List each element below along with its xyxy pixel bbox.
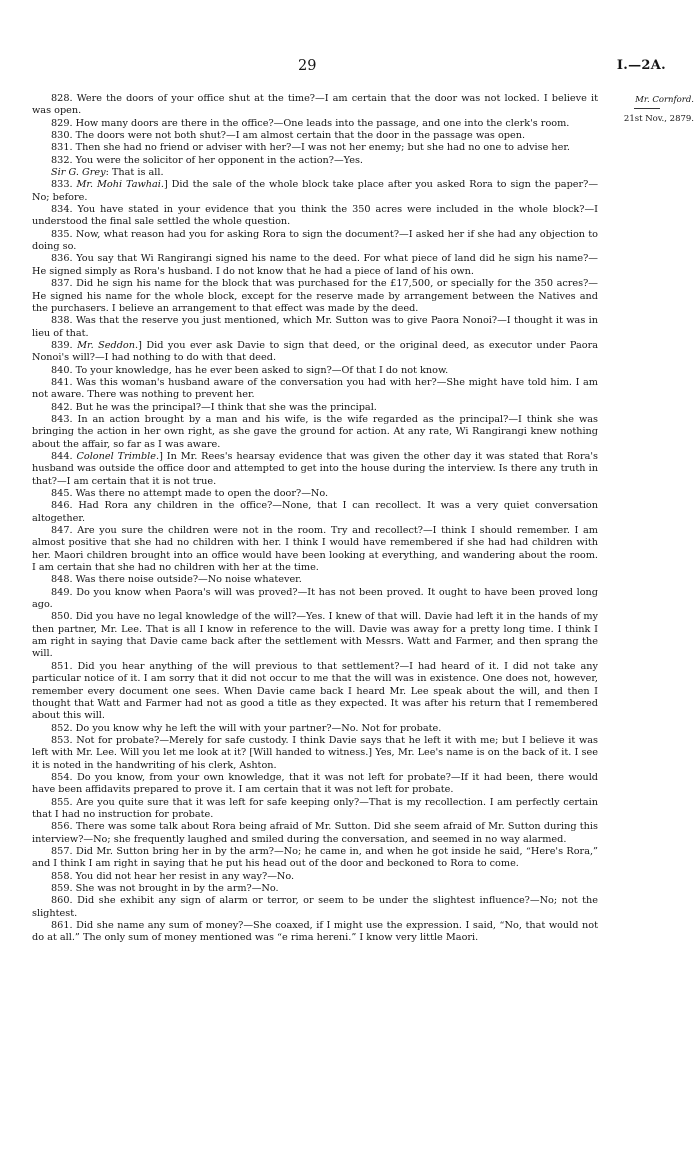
paragraph-text: ] Did you ever ask Davie to sign that deed, or the original deed, as executor under Paora Nonoi's will?—I had nothing to do with that deed. (32, 339, 598, 364)
paragraph-text: 828. Were the doors of your office shut at the time?—I am certain that the door was not locked. I believe it was open. (32, 93, 598, 117)
question-paragraph (32, 402, 598, 414)
paragraph-text: 852. Do you know why he left the will with your partner?—No. Not for probate. (51, 722, 442, 734)
question-paragraph (32, 179, 598, 204)
paragraph-text: 847. Are you sure the children were not in the room. Try and recollect?—I think I should remember. I am almost positive that she had no children with her. I think I would have remembered if she had had children with her. Maori children brought into an office would have been looking at everything, and wandering about the room. I am certain that she had no children with her at the time. (32, 525, 598, 574)
question-number: 839. (51, 339, 78, 351)
question-paragraph (32, 883, 598, 895)
page-number: 29 (298, 58, 317, 74)
question-paragraph (32, 204, 598, 229)
question-paragraph (32, 253, 598, 278)
question-paragraph (32, 661, 598, 723)
paragraph-text: 857. Did Mr. Sutton bring her in by the arm?—No; he came in, and when he got inside he said, “Here's Rora,” and I think I am right in saying that he put his head out of the door and beckoned to Rora to come. (32, 845, 598, 870)
margin-date: 21st Nov., 2879. (623, 114, 694, 124)
paragraph-text: : That is all. (105, 167, 164, 179)
question-paragraph (32, 451, 598, 488)
question-paragraph (32, 315, 598, 340)
question-number: 844. (51, 450, 77, 462)
speaker-name: Colonel Trimble. (76, 450, 160, 462)
margin-rule (634, 108, 660, 109)
question-paragraph (32, 229, 598, 254)
paragraph-text: 837. Did he sign his name for the block that was purchased for the £17,500, or specially for the 350 acres?—He signed his name for the whole block, except for the reserve made by arrangement between the Natives and the purchasers. I believe an arrangement to that effect was made by the deed. (32, 278, 598, 314)
question-paragraph (32, 772, 598, 797)
paragraph-text: 838. Was that the reserve you just mentioned, which Mr. Sutton was to give Paora Nonoi?—I thought it was in lieu of that. (32, 315, 598, 339)
paragraph-text: 855. Are you quite sure that it was left for safe keeping only?—That is my recollection. I am perfectly certain that I had no instruction for probate. (32, 796, 598, 820)
question-paragraph (32, 414, 598, 451)
question-paragraph (32, 365, 598, 377)
question-paragraph (32, 488, 598, 500)
question-paragraph (32, 340, 598, 365)
document-reference: I.—2A. (616, 58, 666, 73)
paragraph-text: 858. You did not hear her resist in any way?—No. (51, 870, 295, 882)
question-paragraph (32, 93, 598, 118)
question-paragraph (32, 377, 598, 402)
paragraph-text: 861. Did she name any sum of money?—She coaxed, if I might use the expression. I said, “No, that would not do at all.” The only sum of money mentioned was “e rima hereni.” I know very little Maori. (32, 920, 598, 944)
page-header (0, 58, 700, 80)
paragraph-text: ] In Mr. Rees's hearsay evidence that was given the other day it was stated that Rora's husband was outside the office door and attempted to get into the house during the interview. Is there any truth in that?—I am certain that it is not true. (32, 450, 598, 487)
speaker-name: Sir G. Grey (51, 167, 106, 179)
question-paragraph (32, 871, 598, 883)
question-paragraph (32, 167, 598, 179)
paragraph-text: 860. Did she exhibit any sign of alarm or terror, or seem to be under the slightest influence?—No; not the slightest. (32, 895, 598, 919)
question-paragraph (32, 723, 598, 735)
paragraph-text: 829. How many doors are there in the office?—One leads into the passage, and one into the clerk's room. (51, 117, 570, 129)
paragraph-text: 835. Now, what reason had you for asking Rora to sign the document?—I asked her if she had any objection to doing so. (32, 228, 598, 253)
paragraph-text: 856. There was some talk about Rora being afraid of Mr. Sutton. Did she seem afraid of Mr. Sutton during this interview?—No; she frequently laughed and smiled during the conversation, and seemed in no way alarmed. (32, 821, 598, 845)
paragraph-text: 830. The doors were not both shut?—I am almost certain that the door in the passage was open. (51, 130, 526, 142)
paragraph-text: 834. You have stated in your evidence that you think the 350 acres were included in the whole block?—I understood the final sale settled the whole question. (32, 204, 598, 228)
paragraph-text: 841. Was this woman's husband aware of the conversation you had with her?—She might have told him. I am not aware. There was nothing to prevent her. (32, 376, 598, 401)
question-paragraph (32, 920, 598, 945)
question-paragraph (32, 895, 598, 920)
paragraph-text: 840. To your knowledge, has he ever been asked to sign?—Of that I do not know. (51, 364, 449, 376)
paragraph-text: 831. Then she had no friend or adviser with her?—I was not her enemy; but she had no one to advise her. (51, 142, 571, 154)
paragraph-text: 842. But he was the principal?—I think that she was the principal. (51, 401, 377, 413)
question-paragraph (32, 525, 598, 574)
question-paragraph (32, 797, 598, 822)
paragraph-text: 836. You say that Wi Rangirangi signed his name to the deed. For what piece of land did he sign his name?—He signed simply as Rora's husband. I do not know that he had a piece of land of his own. (32, 253, 598, 277)
question-paragraph (32, 574, 598, 586)
question-paragraph (32, 118, 598, 130)
evidence-text (32, 93, 598, 945)
question-paragraph (32, 846, 598, 871)
paragraph-text: 848. Was there noise outside?—No noise whatever. (51, 574, 302, 586)
paragraph-text: 851. Did you hear anything of the will previous to that settlement?—I had heard of it. I did not take any particular notice of it. I am sorry that it did not occur to me that the will was in existence. One does not, however, remember every document one sees. When Davie came back I heard Mr. Lee speak about the will, and then I thought that Watt and Farmer had not as good a title as they expected. It was after his return that I remembered about this will. (32, 660, 598, 722)
paragraph-text: 845. Was there no attempt made to open the door?—No. (51, 488, 329, 499)
question-paragraph (32, 611, 598, 660)
question-paragraph (32, 278, 598, 315)
margin-note (598, 95, 694, 125)
paragraph-text: 849. Do you know when Paora's will was proved?—It has not been proved. It ought to have been proved long ago. (32, 586, 598, 611)
paragraph-text: 832. You were the solicitor of her opponent in the action?—Yes. (51, 154, 363, 166)
paragraph-text: 853. Not for probate?—Merely for safe custody. I think Davie says that he left it with me; but I believe it was left with Mr. Lee. Will you let me look at it? [Will handed to witness.] Yes, Mr. Lee's name is on the back of it. I see it is noted in the handwriting of his clerk, Ashton. (32, 734, 598, 771)
question-paragraph (32, 821, 598, 846)
paragraph-text: 843. In an action brought by a man and his wife, is the wife regarded as the principal?—I think she was bringing the action in her own right, as she gave the ground for action. At any rate, Wi Rangirangi knew nothing about the affair, so far as I was aware. (32, 413, 598, 450)
paragraph-text: 850. Did you have no legal knowledge of the will?—Yes. I knew of that will. Davie had left it in the hands of my then partner, Mr. Lee. That is all I know in reference to the will. Davie was away for a pretty long time. I think I am right in saying that Davie came back after the settlement with Messrs. Watt and Farmer, and then sprang the will. (32, 611, 598, 660)
question-paragraph (32, 130, 598, 142)
paragraph-text: 854. Do you know, from your own knowledge, that it was not left for probate?—If it had been, there would have been affidavits prepared to prove it. I am certain that it was not left for probate. (32, 771, 598, 796)
question-paragraph (32, 500, 598, 525)
question-paragraph (32, 735, 598, 772)
question-paragraph (32, 142, 598, 154)
question-paragraph (32, 587, 598, 612)
speaker-name: Mr. Mohi Tawhai. (76, 179, 164, 191)
paragraph-text: ] Did the sale of the whole block take place after you asked Rora to sign the paper?—No; before. (32, 179, 599, 203)
paragraph-text: 846. Had Rora any children in the office?—None, that I can recollect. It was a very quiet conversation altogether. (32, 500, 598, 524)
paragraph-text: 859. She was not brought in by the arm?—No. (51, 883, 279, 894)
question-paragraph (32, 155, 598, 167)
speaker-name: Mr. Seddon. (77, 339, 139, 351)
margin-witness-name: Mr. Cornford. (635, 95, 694, 105)
question-number: 833. (51, 179, 77, 191)
